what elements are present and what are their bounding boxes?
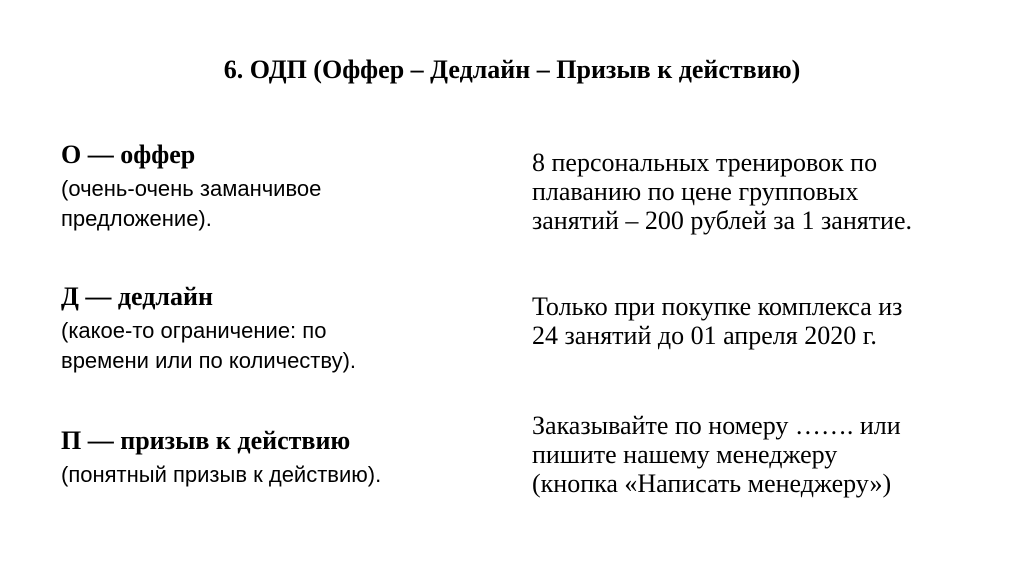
term-call-to-action [61, 426, 381, 490]
example-offer-line-3: занятий – 200 рублей за 1 занятие. [532, 206, 913, 235]
example-call-to-action [532, 411, 992, 498]
term-offer-description [61, 174, 321, 234]
term-deadline-heading: Д — дедлайн [61, 282, 213, 311]
term-offer-heading: О — оффер [61, 140, 196, 169]
example-deadline-line-1: Только при покупке комплекса из [532, 292, 903, 321]
example-call-to-action-line-3: (кнопка «Написать менеджеру») [532, 469, 892, 498]
slide-title: 6. ОДП (Оффер – Дедлайн – Призыв к действию) [223, 55, 801, 84]
term-deadline-description-line-2: времени или по количеству). [61, 348, 357, 373]
example-call-to-action-line-1: Заказывайте по номеру ……. или [532, 411, 901, 440]
term-deadline-description-line-1: (какое-то ограничение: по [61, 318, 327, 343]
example-offer-line-1: 8 персональных тренировок по [532, 148, 878, 177]
term-deadline-description [61, 316, 356, 376]
term-deadline [61, 282, 356, 376]
term-call-to-action-heading: П — призыв к действию [61, 426, 351, 455]
example-offer [532, 148, 992, 235]
example-call-to-action-line-2: пишите нашему менеджеру [532, 440, 838, 469]
term-call-to-action-description [61, 460, 381, 490]
term-offer-description-line-2: предложение). [61, 206, 212, 231]
example-deadline [532, 292, 992, 350]
term-offer [61, 140, 321, 234]
example-offer-line-2: плаванию по цене групповых [532, 177, 859, 206]
term-offer-description-line-1: (очень-очень заманчивое [61, 176, 322, 201]
example-deadline-line-2: 24 занятий до 01 апреля 2020 г. [532, 321, 877, 350]
term-call-to-action-description-line-1: (понятный призыв к действию). [61, 462, 382, 487]
